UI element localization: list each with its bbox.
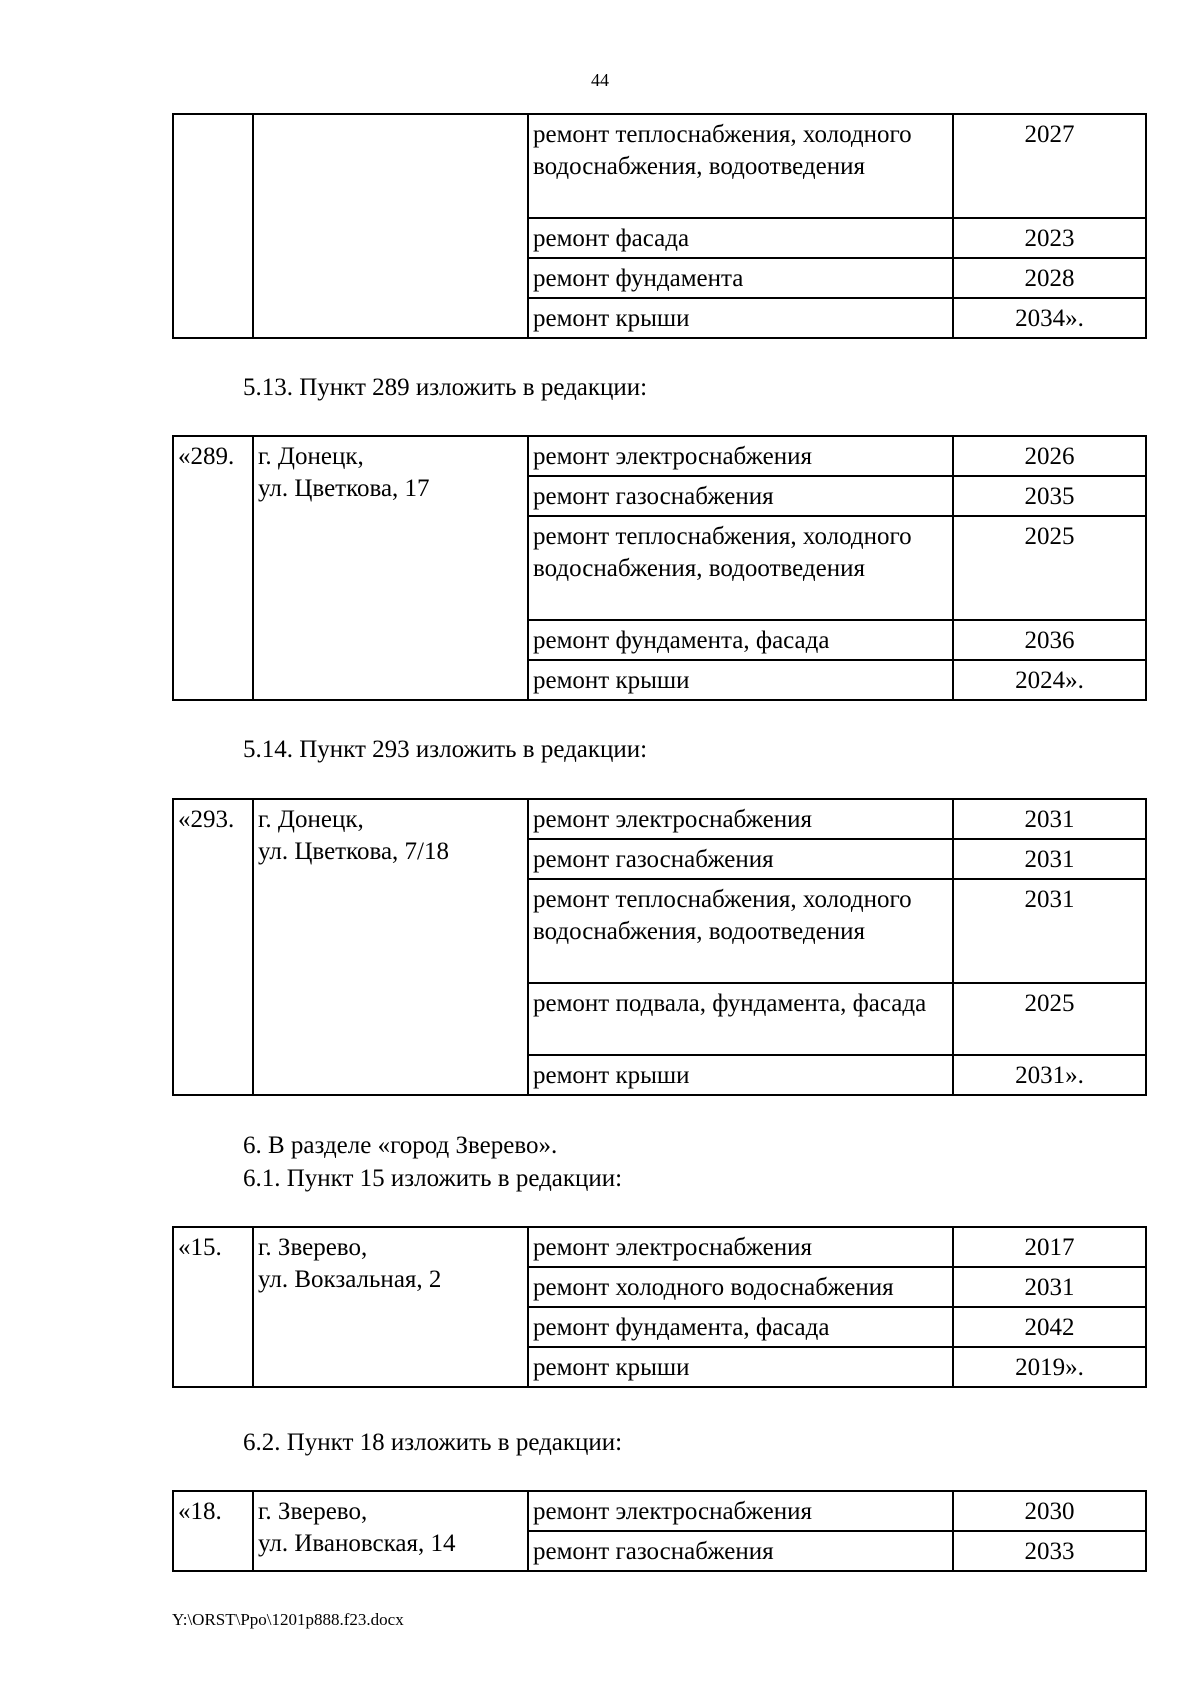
paragraph-6-2: 6.2. Пункт 18 изложить в редакции: bbox=[243, 1429, 623, 1456]
table-cell-work: ремонт электроснабжения bbox=[528, 799, 953, 839]
table-cell-work: ремонт фундамента, фасада bbox=[528, 620, 953, 660]
table-cell-num: «15. bbox=[173, 1227, 253, 1387]
table-cell-num: «293. bbox=[173, 799, 253, 1095]
table-cell-work: ремонт газоснабжения bbox=[528, 839, 953, 879]
table-item-18 bbox=[172, 1490, 1147, 1572]
table-cell-year: 2023 bbox=[953, 218, 1146, 258]
table-cell-year: 2028 bbox=[953, 258, 1146, 298]
address-city: г. Зверево, bbox=[258, 1234, 368, 1261]
table-item-293 bbox=[172, 798, 1147, 1096]
table-cell-work: ремонт крыши bbox=[528, 298, 953, 338]
table-cell-work: ремонт крыши bbox=[528, 660, 953, 700]
table-cell-work: ремонт теплоснабжения, холодного водоснабжения, водоотведения bbox=[528, 516, 953, 620]
address-street: ул. Вокзальная, 2 bbox=[258, 1266, 442, 1293]
address-street: ул. Ивановская, 14 bbox=[258, 1530, 456, 1557]
table-cell-work: ремонт подвала, фундамента, фасада bbox=[528, 983, 953, 1055]
table-cell-work: ремонт фундамента bbox=[528, 258, 953, 298]
table-cell-year: 2036 bbox=[953, 620, 1146, 660]
table-cell-year: 2030 bbox=[953, 1491, 1146, 1531]
paragraph-6-1: 6.1. Пункт 15 изложить в редакции: bbox=[243, 1165, 623, 1192]
address-city: г. Донецк, bbox=[258, 806, 364, 833]
table-cell-work: ремонт крыши bbox=[528, 1055, 953, 1095]
table-cell-address bbox=[253, 799, 528, 1095]
table-cell-address bbox=[253, 1491, 528, 1571]
table-cell-address bbox=[253, 1227, 528, 1387]
table-cell-work: ремонт газоснабжения bbox=[528, 476, 953, 516]
page-number: 44 bbox=[591, 70, 609, 90]
footer-file-path: Y:\ORST\Ppo\1201p888.f23.docx bbox=[172, 1610, 404, 1629]
paragraph-5-13: 5.13. Пункт 289 изложить в редакции: bbox=[243, 374, 648, 401]
table-row bbox=[173, 114, 1146, 218]
table-cell-year: 2019». bbox=[953, 1347, 1146, 1387]
table-cell-work: ремонт электроснабжения bbox=[528, 1491, 953, 1531]
table-row bbox=[173, 1227, 1146, 1267]
table-item-15 bbox=[172, 1226, 1147, 1388]
table-row bbox=[173, 1491, 1146, 1531]
table-cell-year: 2026 bbox=[953, 436, 1146, 476]
table-cell-num: «18. bbox=[173, 1491, 253, 1571]
table-cell-year: 2025 bbox=[953, 516, 1146, 620]
table-cell-year: 2034». bbox=[953, 298, 1146, 338]
table-cell-year: 2033 bbox=[953, 1531, 1146, 1571]
table-cell-year: 2035 bbox=[953, 476, 1146, 516]
table-cell-year: 2031 bbox=[953, 1267, 1146, 1307]
table-cell-work: ремонт теплоснабжения, холодного водоснабжения, водоотведения bbox=[528, 879, 953, 983]
table-cell-address bbox=[253, 436, 528, 700]
table-cell-year: 2031 bbox=[953, 839, 1146, 879]
address-street: ул. Цветкова, 7/18 bbox=[258, 838, 450, 865]
table-cell-address bbox=[253, 114, 528, 338]
table-item-289 bbox=[172, 435, 1147, 701]
table-cell-work: ремонт газоснабжения bbox=[528, 1531, 953, 1571]
table-cell-year: 2031». bbox=[953, 1055, 1146, 1095]
table-cell-year: 2017 bbox=[953, 1227, 1146, 1267]
table-cell-work: ремонт холодного водоснабжения bbox=[528, 1267, 953, 1307]
address-city: г. Донецк, bbox=[258, 443, 364, 470]
table-cell-work: ремонт фасада bbox=[528, 218, 953, 258]
table-row bbox=[173, 436, 1146, 476]
table-cell-num: «289. bbox=[173, 436, 253, 700]
table-row bbox=[173, 799, 1146, 839]
table-cell-work: ремонт теплоснабжения, холодного водоснабжения, водоотведения bbox=[528, 114, 953, 218]
address-street: ул. Цветкова, 17 bbox=[258, 475, 430, 502]
table-cell-work: ремонт крыши bbox=[528, 1347, 953, 1387]
table-cell-year: 2031 bbox=[953, 879, 1146, 983]
paragraph-5-14: 5.14. Пункт 293 изложить в редакции: bbox=[243, 736, 648, 763]
table-cell-num bbox=[173, 114, 253, 338]
table-cell-work: ремонт фундамента, фасада bbox=[528, 1307, 953, 1347]
table-cell-year: 2042 bbox=[953, 1307, 1146, 1347]
table-cell-work: ремонт электроснабжения bbox=[528, 436, 953, 476]
table-cell-year: 2031 bbox=[953, 799, 1146, 839]
table-cell-year: 2027 bbox=[953, 114, 1146, 218]
table-cell-year: 2025 bbox=[953, 983, 1146, 1055]
address-city: г. Зверево, bbox=[258, 1498, 368, 1525]
table-continuation bbox=[172, 113, 1147, 339]
table-cell-year: 2024». bbox=[953, 660, 1146, 700]
table-cell-work: ремонт электроснабжения bbox=[528, 1227, 953, 1267]
paragraph-6: 6. В разделе «город Зверево». bbox=[243, 1132, 558, 1159]
